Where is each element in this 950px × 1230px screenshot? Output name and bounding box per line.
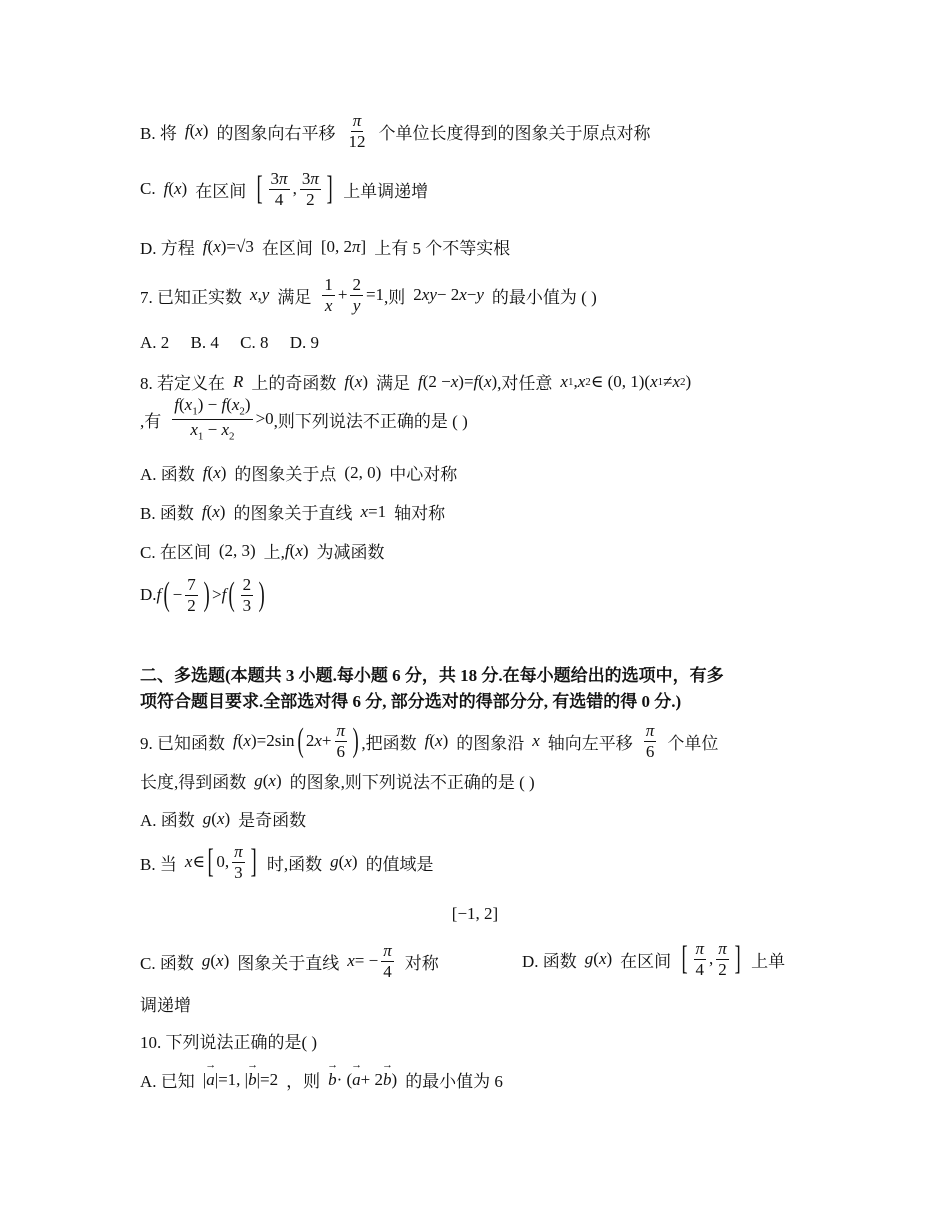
text: 图象关于直线 (237, 953, 340, 973)
text: 上, (263, 543, 285, 562)
text: 满足 (277, 287, 312, 307)
text: 8. 若定义在 (140, 374, 225, 393)
text: 上单 (751, 951, 786, 971)
text: 上单调递增 (343, 181, 429, 201)
text: D. 函数 (522, 951, 577, 971)
text: ,则下列说法不正确的是 ( ) (273, 411, 468, 431)
q8-option-d: D. f ( − $\frac{7}{2}$ ) > f ( $\frac{2}{3}$ ) (140, 575, 265, 615)
text: 个单位 (667, 733, 719, 753)
text: B. 将 (140, 123, 177, 143)
text: C. 在区间 (140, 543, 211, 562)
text: C. (140, 179, 156, 199)
text: ,则 (384, 287, 406, 307)
text: 轴对称 (394, 504, 446, 523)
text: ,有 (140, 411, 162, 431)
text: 的最小值为 ( ) (491, 287, 597, 307)
text: 个单位长度得到的图象关于原点对称 (378, 123, 651, 143)
q9-option-d: D. 函数 g ( x ) 在区间 [ $\frac{\pi}{4}$ , $\frac{\pi}{2}$ ] 上单 (522, 939, 786, 979)
text: 的图象关于点 (234, 465, 337, 484)
text: A. 函数 (140, 811, 195, 830)
question-7-stem: 7. 已知正实数 x , y 满足 $\frac{1}{x}$ + $\frac{2}{y}$ =1 ,则 2 xy − 2 x − y 的最小值为 ( ) (140, 275, 597, 315)
text: 为减函数 (316, 543, 385, 562)
text: 在区间 (195, 181, 247, 201)
question-9-stem: 9. 已知函数 f ( x )=2sin ( 2 x + $\frac{\pi}{6}$ ) ,把函数 f ( x ) 的图象沿 x 轴向左平移 $\frac{\pi}{6}$ 个单位 (140, 721, 719, 761)
text: 对称 (404, 953, 439, 973)
text: 的图象,则下列说法不正确的是 ( ) (289, 773, 535, 792)
section-heading-line2: 项符合题目要求.全部选对得 6 分, 部分选对的得部分分, 有选错的得 0 分.) (140, 692, 682, 711)
q8-option-c: C. 在区间 (2, 3) 上, f ( x ) 为减函数 (140, 538, 385, 563)
text: 在区间 (620, 951, 672, 971)
q9-option-b-range: [−1, 2] (451, 904, 499, 923)
text: D. (140, 585, 157, 605)
q6-option-b: B. 将 f ( x ) 的图象向右平移 $\frac{\pi}{12}$ 个单位长度得到的图象关于原点对称 (140, 111, 651, 151)
text: B. 当 (140, 854, 177, 874)
q9-option-c: C. 函数 g ( x ) 图象关于直线 x = − $\frac{\pi}{4}$ 对称 (140, 941, 439, 981)
text: 9. 已知函数 (140, 733, 225, 753)
q6-option-d: D. 方程 f ( x )=√3 在区间 [0, 2 π ] 上有 5 个不等实根 (140, 234, 510, 259)
text: 的最小值为 6 (405, 1072, 503, 1091)
text: A. 已知 (140, 1072, 195, 1091)
text: ，则 (286, 1072, 321, 1091)
q8-option-b: B. 函数 f ( x ) 的图象关于直线 x =1 轴对称 (140, 499, 445, 524)
text: 轴向左平移 (547, 733, 633, 753)
question-9-stem-cont: 长度,得到函数 g ( x ) 的图象,则下列说法不正确的是 ( ) (140, 768, 535, 793)
text: ,把函数 (361, 733, 417, 753)
q9-option-b: B. 当 x ∈ [ 0, $\frac{\pi}{3}$ ] 时,函数 g ( x ) 的值域是 (140, 842, 434, 882)
question-8-stem-cont: ,有 $\frac{f(x_1) - f(x_2)}{x_1 - x_2}$ >0 ,则下列说法不正确的是 ( ) (140, 395, 468, 443)
text: 的值域是 (365, 854, 434, 874)
text: 上有 5 个不等实根 (374, 239, 511, 258)
text: 满足 (376, 374, 411, 393)
text: 中心对称 (389, 465, 458, 484)
text: 的图象沿 (456, 733, 525, 753)
text: 是奇函数 (238, 811, 307, 830)
question-10-stem: 10. 下列说法正确的是( ) (140, 1033, 318, 1052)
q9-option-d-wrap: 调递增 (140, 996, 191, 1015)
q9-option-a: A. 函数 g ( x ) 是奇函数 (140, 806, 306, 831)
text: A. 函数 (140, 465, 195, 484)
text: 7. 已知正实数 (140, 287, 242, 307)
text: 的图象关于直线 (233, 504, 353, 523)
text: 长度,得到函数 (140, 773, 247, 792)
text: C. 函数 (140, 953, 194, 973)
fraction: $\frac{\pi}{12}$ (348, 111, 366, 151)
text: B. 函数 (140, 504, 194, 523)
q10-option-a: A. 已知 | → a |=1, | → b |=2 ，则 → b · ( → a + 2 → b ) 的最小值为 6 (140, 1067, 503, 1092)
text: 时,函数 (266, 854, 323, 874)
question-7-options: A. 2 B. 4 C. 8 D. 9 (140, 333, 319, 352)
text: 的图象向右平移 (216, 123, 336, 143)
text: 在区间 (261, 239, 313, 258)
text: 上的奇函数 (251, 374, 337, 393)
q6-option-c: C. f ( x ) 在区间 [ $\frac{3\pi}{4}$ , $\frac{3\pi}{2}$ ] 上单调递增 (140, 169, 429, 209)
text: D. 方程 (140, 239, 195, 258)
q8-option-a: A. 函数 f ( x ) 的图象关于点 (2, 0) 中心对称 (140, 460, 457, 485)
question-8-stem: 8. 若定义在 R 上的奇函数 f ( x ) 满足 f (2 − x )= f ( x ) ,对任意 x 1 , x 2 ∈ (0, 1)( x 1 ≠ x 2 ) (140, 369, 691, 394)
section-heading-line1: 二、多选题(本题共 3 小题.每小题 6 分，共 18 分.在每小题给出的选项中，有多 (140, 666, 724, 685)
text: ,对任意 (497, 374, 553, 393)
